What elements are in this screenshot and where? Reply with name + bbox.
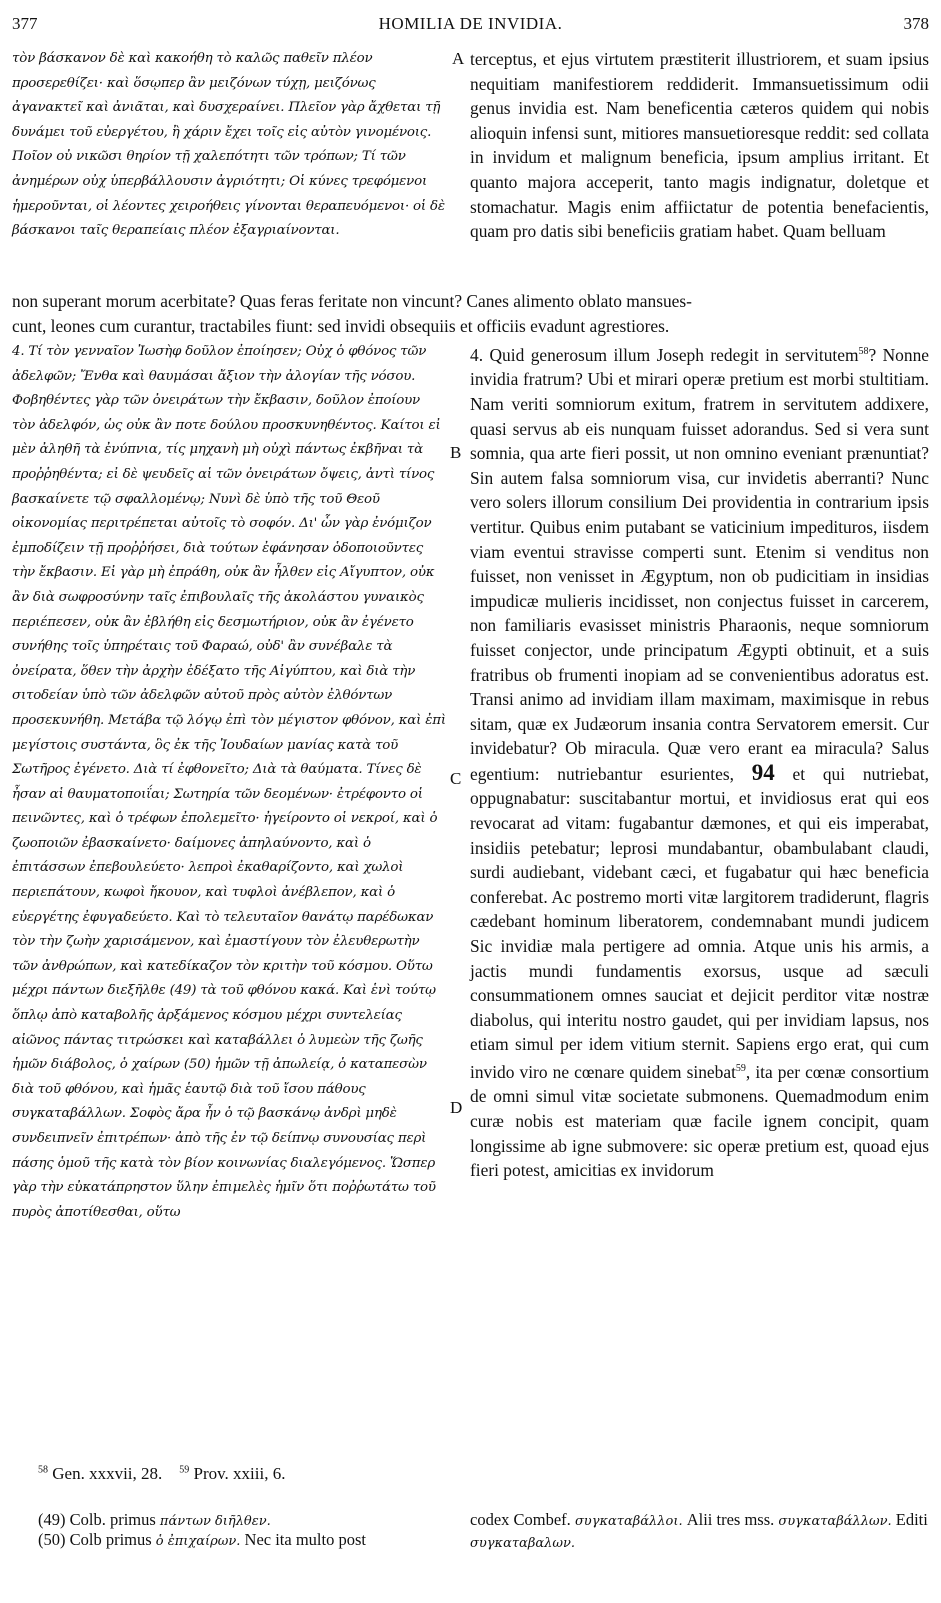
footnote-58: Gen. xxxvii, 28. xyxy=(52,1464,163,1483)
footnote-ref-59: 59 xyxy=(735,1063,746,1075)
page-number-right: 378 xyxy=(903,14,929,33)
variant-note-continued xyxy=(470,1510,929,1554)
latin-text-part-2: ? Nonne invidia fratrum? Ubi et mirari operæ pretium est morbi stultitiam. Nam veriti somniorum exitum, fratrem in servitutem addixere, quasi servus ab eis nunquam fuisset adorandus. Sed si vera sunt somnia, qua arte fieri possit, ut non omnino eveniant prænuntiat? Sin autem falsa somniorum visa, cur invidetis aberranti? Nunc vero solers illorum consilium Dei providentia in contrarium ipsis vertitur. Quibus enim putabant se vaticinium impedituros, iisdem viam eventui stravisse comperti sunt. Etenim si venditus non fuisset, non venisset in Ægyptum, non ob pudicitiam in insidias impudicæ mulieris incidisset, non conjectus fuisset in carcerem, non familiaris evasisset ministris Pharaonis, neque somniorum fuisset conjector, unde principatum Ægypti obtinuit, et a suis fratribus ob frumenti inopiam ad se convenientibus adoratus est. Transi animo ad invidiam illam maximam, maximisque in rebus sitam, quæ ex Judæorum insania contra Servatorem emersit. Cur invidebatur? Ob miracula. Quæ vero erant ea miracula? Salus egentium: nutriebantur esurientes, xyxy=(470,344,929,784)
spanning-line-2: cunt, leones cum curantur, tractabiles fiunt: sed invidi obsequiis et officiis evadunt agrestiores. xyxy=(12,315,670,336)
variant-note-50 xyxy=(38,1530,468,1552)
note-50-suffix: Nec ita multo post xyxy=(244,1530,366,1549)
note-cont-greek-2: συγκαταβάλλων. xyxy=(778,1514,892,1529)
latin-text-part-1: 4. Quid generosum illum Joseph redegit in servitutem xyxy=(470,344,859,365)
footnote-mark-58: 58 xyxy=(38,1464,48,1476)
latin-text-part-4: , ita per cœnæ consortium de omni simul vitæ societate submonens. Quemadmodum enim curæ nobis est materiam quæ facile ignem concipit, quam longissime ab igne submovere: sic operæ pretium est, quoad ejus fieri potest, amicitias ex invidorum xyxy=(470,1061,929,1181)
footnote-mark-59: 59 xyxy=(179,1464,190,1476)
greek-column-top: τὸν βάσκανον δὲ καὶ κακοήθη τὸ καλῶς παθεῖν πλέον προσερεθίζει· καὶ ὅσῳπερ ἂν μειζόνων τύχῃ, μειζόνως ἀγανακτεῖ καὶ ἀνιᾶται, καὶ δυσχεραίνει. Πλεῖον γὰρ ἄχθεται τῇ δυνάμει τοῦ εὐεργέτου, ἢ χάριν ἔχει τοῖς εἰς αὐτὸν γινομένοις. Ποῖον οὐ νικῶσι θηρίον τῇ χαλεπότητι τῶν τρόπων; Τί τῶν ἀνημέρων οὐχ ὑπερβάλλουσιν ἀγριότητι; Οἱ κύνες τρεφόμενοι ἡμεροῦνται, οἱ λέοντες χειροήθεις γίνονται θεραπευόμενοι· οἱ δὲ βάσκανοι ταῖς θεραπείαις πλέον ἐξαγριαίνονται. xyxy=(12,51,445,239)
note-50-prefix: (50) Colb primus xyxy=(38,1530,152,1549)
note-50-greek: ὁ ἐπιχαίρων. xyxy=(155,1534,241,1549)
scripture-footnotes xyxy=(38,1464,285,1484)
latin-column-top: terceptus, et ejus virtutem præstiterit illustriorem, et suam ipsius nequitiam manifestiorem reddiderit. Immansuetissimum odii genus invidia est. Nam beneficentia cæteros quidem qui nobis alioquin infensi sunt, mitiores mansuetioresque reddit: sed collata in invidum et malignum beneficia, ipsum amplius irritant. Et quanto majora acceperit, tanto magis indignatur, doletque et stomachatur. Magis enim affiictatur de potentia benefacientis, quam pro datis sibi beneficiis gratiam habet. Quam belluam xyxy=(470,49,929,242)
variant-note-49 xyxy=(38,1510,458,1532)
latin-text-part-3: et qui nutriebat, oppugnabatur: suscitabantur mortui, et invidiosus erat qui eos revocarat ad vitam: fugabantur dæmones, et qui eis imperabat, insidiis petebatur; leprosi mundabantur, obambulabant claudi, surdi audiebant, videbant cæci, et fugabatur qui hæc beneficia conferebat. Ac postremo morti vitæ largitorem tradiderunt, flagris cædebant hominum liberatorem, condemnabant mundi judicem Sic invidiæ mala pertigere ad omnia. Atque unis his armis, a jactis mundi fundamentis exorsus, usque ad sæculi consummationem omnes sauciat et dejicit perditor vitæ nostræ diabolus, qui interitu nostro gaudet, qui per invidiam lapsus, nos etiam simul per idem vitium sternit. Sapiens ergo erat, qui cum invido viro ne cœnare quidem sinebat xyxy=(470,763,929,1082)
note-49-greek: πάντων διῆλθεν. xyxy=(159,1514,271,1529)
margin-marker-c: C xyxy=(450,769,462,788)
footnote-ref-58: 58 xyxy=(858,346,869,357)
page-number-left: 377 xyxy=(12,14,38,33)
note-cont-mid: Alii tres mss. xyxy=(686,1510,775,1529)
running-title: HOMILIA DE INVIDIA. xyxy=(378,14,563,33)
margin-marker-a: A xyxy=(452,49,465,68)
note-49-prefix: (49) Colb. primus xyxy=(38,1510,156,1529)
margin-marker-d: D xyxy=(450,1098,463,1117)
full-width-lines xyxy=(12,289,929,338)
footnote-59: Prov. xxiii, 6. xyxy=(193,1464,286,1483)
note-cont-prefix: codex Combef. xyxy=(470,1510,571,1529)
latin-column-main xyxy=(470,340,929,1183)
note-cont-greek-1: συγκαταβάλλοι. xyxy=(574,1514,683,1529)
spanning-line-1: non superant morum acerbitate? Quas feras feritate non vincunt? Canes alimento oblato mansues- xyxy=(12,291,692,311)
greek-column-main: 4. Τί τὸν γενναῖον Ἰωσὴφ δοῦλον ἐποίησεν; Οὐχ ὁ φθόνος τῶν ἀδελφῶν; Ἔνθα καὶ θαυμάσαι ἄξιον τὴν ἀλογίαν τῆς νόσου. Φοβηθέντες γὰρ τῶν ὀνειράτων τὴν ἔκβασιν, δοῦλον ἐποίουν τὸν ἀδελφόν, ὡς οὐκ ἂν ποτε δούλου προσκυνηθέντος. Καίτοι εἰ μὲν ἀληθῆ τὰ ἐνύπνια, τίς μηχανὴ μὴ οὐχὶ πάντως ἐκβῆναι τὰ προῤῥηθέντα; εἰ δὲ ψευδεῖς αἱ τῶν ὀνειράτων ὄψεις, ἀντὶ τίνος βασκαίνετε τῷ σφαλλομένῳ; Νυνὶ δὲ ὑπὸ τῆς τοῦ Θεοῦ οἰκονομίας περιτρέπεται αὐτοῖς τὸ σοφόν. Δι' ὧν γὰρ ἐνόμιζον ἐμποδίζειν τῇ προῤῥήσει, διὰ τούτων ἐφάνησαν ὁδοποιοῦντες τὴν ἔκβασιν. Εἰ γὰρ μὴ ἐπράθη, οὐκ ἂν ἦλθεν εἰς Αἴγυπτον, οὐκ ἂν διὰ σωφροσύνην ταῖς ἐπιβουλαῖς τῆς ἀκολάστου γυναικὸς περιέπεσεν, οὐκ ἂν ἐβλήθη εἰς δεσμωτήριον, οὐκ ἂν ἐγένετο συνήθης τοῖς ὑπηρέταις τοῦ Φαραώ, οὐδ' ἂν συνέβαλε τὰ ὀνείρατα, ὅθεν τὴν ἀρχὴν ἐδέξατο τῆς Αἰγύπτου, καὶ διὰ τὴν σιτοδείαν ὑπὸ τῶν ἀδελφῶν αὐτοῦ πρὸς αὐτὸν ἐλθόντων προσεκυνήθη. Μετάβα τῷ λόγῳ ἐπὶ τὸν μέγιστον φθόνον, καὶ ἐπὶ μεγίστοις συστάντα, ὃς ἐκ τῆς Ἰουδαίων μανίας κατὰ τοῦ Σωτῆρος ἐγένετο. Διὰ τί ἐφθονεῖτο; Διὰ τὰ θαύματα. Τίνες δὲ ἦσαν αἱ θαυματοποιΐαι; Σωτηρία τῶν δεομένων· ἐτρέφοντο οἱ πεινῶντες, καὶ ὁ τρέφων ἐπολεμεῖτο· ἠγείροντο οἱ νεκροί, καὶ ὁ ζωοποιῶν ἐβασκαίνετο· δαίμονες ἀπηλαύνοντο, καὶ ὁ ἐπιτάσσων ἐπεβουλεύετο· λεπροὶ ἐκαθαρίζοντο, καὶ χωλοὶ περιεπάτουν, κωφοὶ ἤκουον, καὶ τυφλοὶ ἀνέβλεπον, καὶ ὁ εὐεργέτης ἐφυγαδεύετο. Καὶ τὸ τελευταῖον θανάτῳ παρέδωκαν τὸν τὴν ζωὴν χαρισάμενον, καὶ ἐμαστίγουν τὸν ἐλευθερωτὴν τῶν ἀνθρώπων, καὶ κατεδίκαζον τὸν κριτὴν τοῦ κόσμου. Οὕτω μέχρι πάντων διεξῆλθε (49) τὰ τοῦ φθόνου κακά. Καὶ ἑνὶ τούτῳ ὅπλῳ ἀπὸ καταβολῆς ἀρξάμενος κόσμου μέχρι συντελείας αἰῶνος πάντας τιτρώσκει καὶ καταβάλλει ὁ λυμεὼν τῆς ζωῆς ἡμῶν διάβολος, ὁ χαίρων (50) ἡμῶν τῇ ἀπωλείᾳ, ὁ καταπεσὼν διὰ τοῦ φθόνου, καὶ ἡμᾶς ἑαυτῷ διὰ τοῦ ἴσου πάθους συγκαταβάλλων. Σοφὸς ἄρα ἦν ὁ τῷ βασκάνῳ ἀνδρὶ μηδὲ συνδειπνεῖν ἐπιτρέπων· ἀπὸ τῆς ἐν τῷ δείπνῳ συνουσίας περὶ πάσης ὁμοῦ τῆς κατὰ τὸν βίον κοινωνίας διαλεγόμενος. Ὥσπερ γὰρ τὴν εὐκατάπρηστον ὕλην ἐπιμελὲς ἡμῖν ὅτι ποῤῥωτάτω τοῦ πυρὸς ἀποτίθεσθαι, οὕτω xyxy=(12,344,446,1220)
note-cont-greek-3: συγκαταβαλων. xyxy=(470,1536,575,1551)
margin-marker-b: B xyxy=(450,443,462,462)
note-cont-mid-2: Editi xyxy=(895,1510,928,1529)
column-number: 94 xyxy=(751,759,775,785)
